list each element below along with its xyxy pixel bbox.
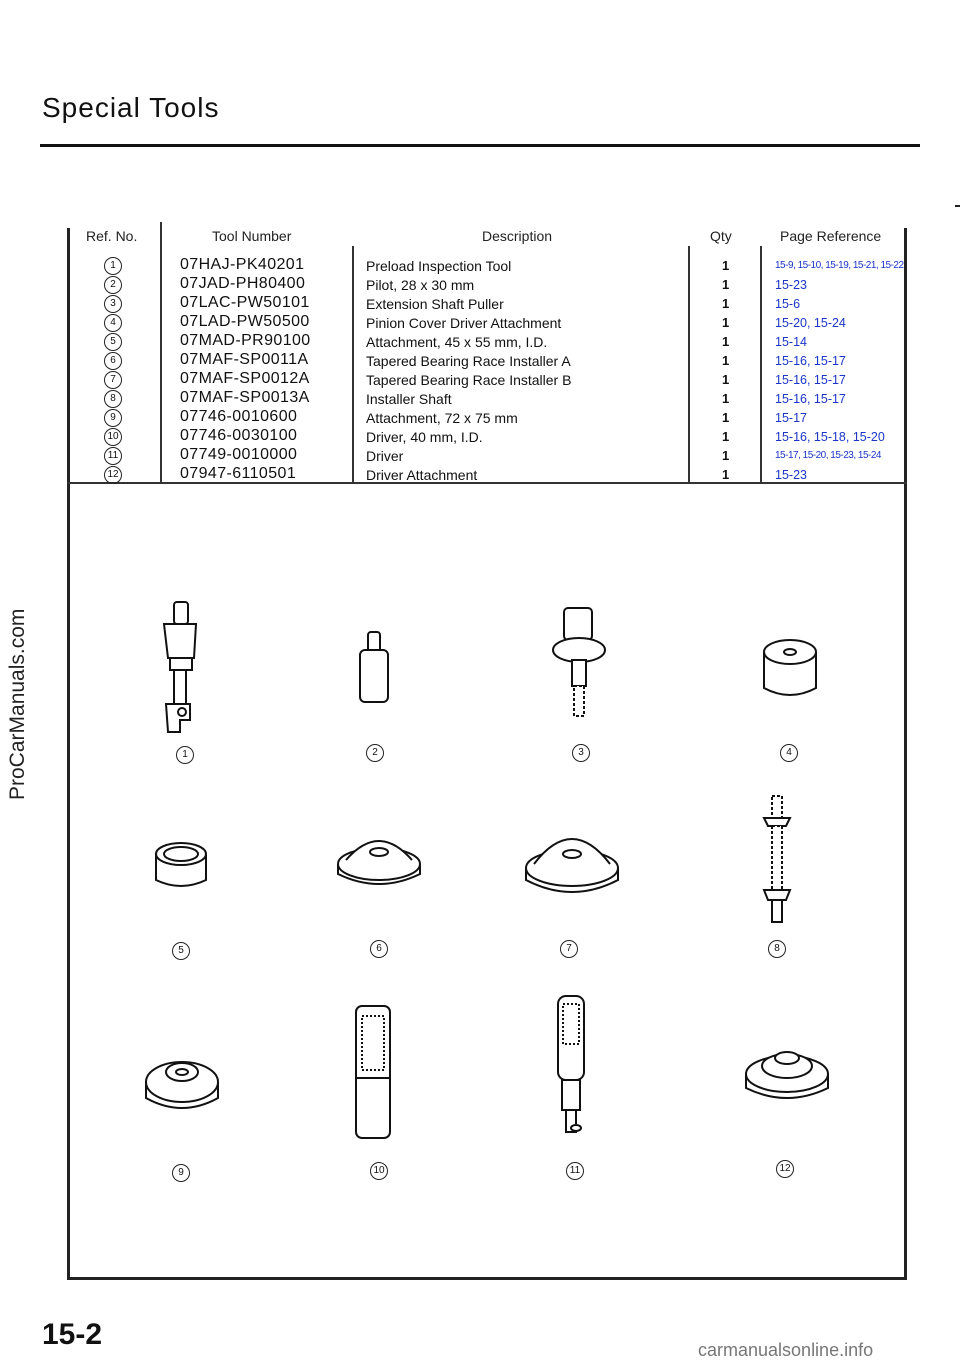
tool-description: Preload Inspection Tool — [366, 258, 512, 274]
page-reference: 15-20, 15-24 — [775, 316, 846, 330]
ref-number: 6 — [104, 352, 122, 370]
figure-label: 5 — [172, 942, 190, 960]
tool-qty: 1 — [722, 353, 730, 368]
ref-number: 9 — [104, 409, 122, 427]
tool-number: 07749-0010000 — [180, 446, 298, 463]
tool-number: 07746-0010600 — [180, 408, 298, 425]
tool-description: Pinion Cover Driver Attachment — [366, 315, 562, 331]
col-divider — [352, 246, 354, 484]
tool-number: 07MAD-PR90100 — [180, 332, 311, 349]
figure-label: 7 — [560, 940, 578, 958]
col-divider — [688, 246, 690, 484]
figure-label: 4 — [780, 744, 798, 762]
figure-label: 11 — [566, 1162, 584, 1180]
tool-number: 07LAC-PW50101 — [180, 294, 310, 311]
tool-description: Tapered Bearing Race Installer A — [366, 353, 571, 369]
tool-qty: 1 — [722, 296, 730, 311]
header-tool-number: Tool Number — [212, 228, 292, 244]
figure-label: 10 — [370, 1162, 388, 1180]
tool-qty: 1 — [722, 277, 730, 292]
race-installer-b-icon — [520, 820, 624, 906]
tool-description: Installer Shaft — [366, 391, 452, 407]
ref-number: 7 — [104, 371, 122, 389]
page-reference: 15-9, 15-10, 15-19, 15-21, 15-22 — [775, 260, 904, 271]
tool-qty: 1 — [722, 391, 730, 406]
ref-number: 11 — [104, 447, 122, 465]
watermark: ProCarManuals.com — [6, 608, 29, 800]
tool-description: Tapered Bearing Race Installer B — [366, 372, 572, 388]
extension-shaft-puller-icon — [548, 604, 610, 722]
tool-description: Attachment, 45 x 55 mm, I.D. — [366, 334, 548, 350]
tool-qty: 1 — [722, 429, 730, 444]
tool-qty: 1 — [722, 448, 730, 463]
figure-label: 1 — [176, 746, 194, 764]
page-reference: 15-17 — [775, 411, 807, 425]
ref-number: 12 — [104, 466, 122, 484]
attachment-72x75-icon — [140, 1040, 224, 1124]
tool-number: 07746-0030100 — [180, 427, 298, 444]
page-reference: 15-23 — [775, 278, 807, 292]
pilot-icon — [352, 628, 398, 706]
tool-description: Extension Shaft Puller — [366, 296, 504, 312]
tool-qty: 1 — [722, 410, 730, 425]
ref-number: 10 — [104, 428, 122, 446]
figure-label: 6 — [370, 940, 388, 958]
ref-number: 3 — [104, 295, 122, 313]
tool-description: Driver Attachment — [366, 467, 478, 483]
tool-description: Driver, 40 mm, I.D. — [366, 429, 483, 445]
driver-attachment-icon — [740, 1032, 834, 1116]
figure-label: 3 — [572, 744, 590, 762]
ref-number: 8 — [104, 390, 122, 408]
header-ref: Ref. No. — [86, 228, 138, 244]
header-description: Description — [482, 228, 553, 244]
page-reference: 15-16, 15-18, 15-20 — [775, 430, 885, 444]
margin-tick — [955, 205, 960, 207]
pinion-cover-driver-attachment-icon — [758, 634, 822, 704]
tool-qty: 1 — [722, 315, 730, 330]
preload-inspection-tool-icon — [150, 598, 210, 738]
header-qty: Qty — [710, 228, 732, 244]
race-installer-a-icon — [332, 824, 426, 896]
page-reference: 15-14 — [775, 335, 807, 349]
page-reference: 15-17, 15-20, 15-23, 15-24 — [775, 450, 881, 461]
tool-description: Attachment, 72 x 75 mm — [366, 410, 518, 426]
tool-number: 07947-6110501 — [180, 465, 297, 482]
col-divider — [160, 222, 162, 484]
driver-40mm-icon — [346, 1000, 402, 1146]
tool-qty: 1 — [722, 334, 730, 349]
page-number: 15-2 — [42, 1318, 103, 1351]
ref-number: 1 — [104, 257, 122, 275]
footer-site-mark: carmanualsonline.info — [698, 1340, 874, 1360]
tool-number: 07HAJ-PK40201 — [180, 256, 305, 273]
page-reference: 15-16, 15-17 — [775, 392, 846, 406]
figure-label: 8 — [768, 940, 786, 958]
tool-number: 07JAD-PH80400 — [180, 275, 306, 292]
figure-label: 9 — [172, 1164, 190, 1182]
ref-number: 4 — [104, 314, 122, 332]
tool-qty: 1 — [722, 372, 730, 387]
page-reference: 15-23 — [775, 468, 807, 482]
tool-number: 07MAF-SP0011A — [180, 351, 309, 368]
driver-icon — [548, 990, 598, 1140]
header-page-reference: Page Reference — [780, 228, 882, 244]
page-title: Special Tools — [42, 92, 220, 123]
attachment-45x55-icon — [150, 838, 212, 894]
col-divider — [760, 246, 762, 484]
tool-description: Pilot, 28 x 30 mm — [366, 277, 475, 293]
title-rule — [40, 144, 920, 147]
page-reference: 15-16, 15-17 — [775, 373, 846, 387]
page-reference: 15-16, 15-17 — [775, 354, 846, 368]
ref-number: 2 — [104, 276, 122, 294]
tool-number: 07MAF-SP0012A — [180, 370, 310, 387]
ref-number: 5 — [104, 333, 122, 351]
installer-shaft-icon — [756, 792, 798, 928]
tool-qty: 1 — [722, 467, 730, 482]
tool-number: 07MAF-SP0013A — [180, 389, 310, 406]
figure-label: 2 — [366, 744, 384, 762]
tool-number: 07LAD-PW50500 — [180, 313, 310, 330]
tool-description: Driver — [366, 448, 404, 464]
tool-qty: 1 — [722, 258, 730, 273]
figure-label: 12 — [776, 1160, 794, 1178]
page-reference: 15-6 — [775, 297, 801, 311]
